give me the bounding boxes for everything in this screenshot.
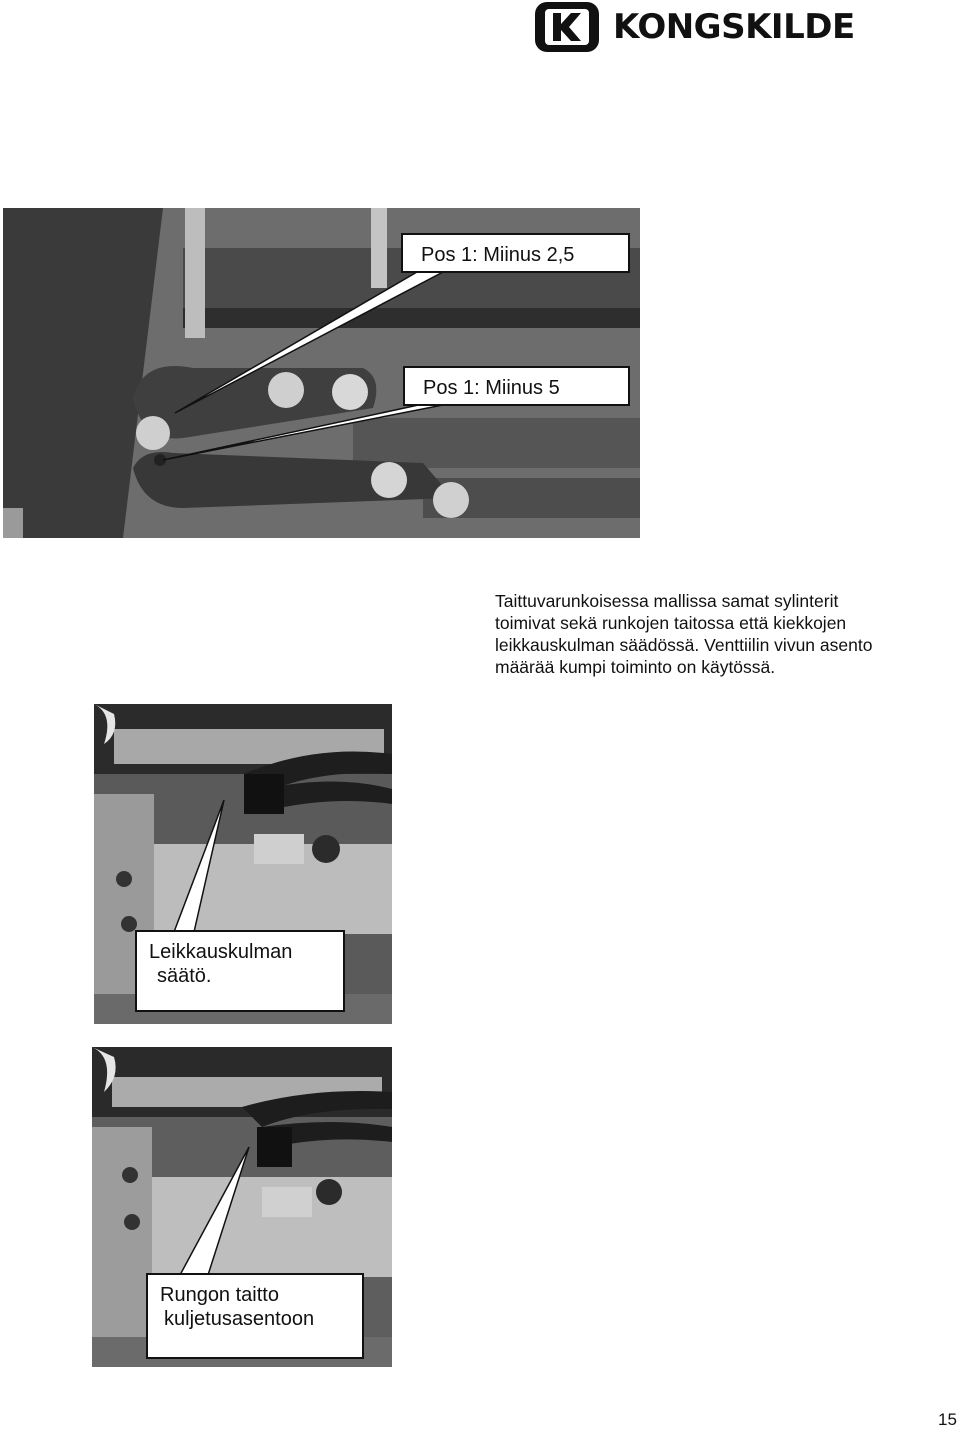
photo-frame-folding-valve xyxy=(92,1047,392,1367)
text-line: leikkauskulman säädössä. Venttiilin vivun asento xyxy=(495,635,873,655)
logo-mark-icon xyxy=(533,0,603,56)
callout-pos-minus-2-5: Pos 1: Miinus 2,5 xyxy=(401,233,630,273)
page-number: 15 xyxy=(938,1410,957,1429)
text-line: Taittuvarunkoisessa mallissa samat sylinterit xyxy=(495,591,839,611)
text-line: toimivat sekä runkojen taitossa että kiekkojen xyxy=(495,613,847,633)
callout-cutting-angle: Leikkauskulman säätö. xyxy=(135,930,345,1012)
brand-name: KONGSKILDE xyxy=(613,7,855,47)
callout-frame-folding: Rungon taitto kuljetusasentoon xyxy=(146,1273,364,1359)
text-line: määrää kumpi toiminto on käytössä. xyxy=(495,657,776,677)
photo-disc-angle-adjuster xyxy=(3,208,640,538)
callout-pos-minus-5: Pos 1: Miinus 5 xyxy=(403,366,630,406)
description-paragraph xyxy=(495,590,945,678)
brand-logo xyxy=(533,0,953,56)
photo-cutting-angle-valve xyxy=(94,704,392,1024)
